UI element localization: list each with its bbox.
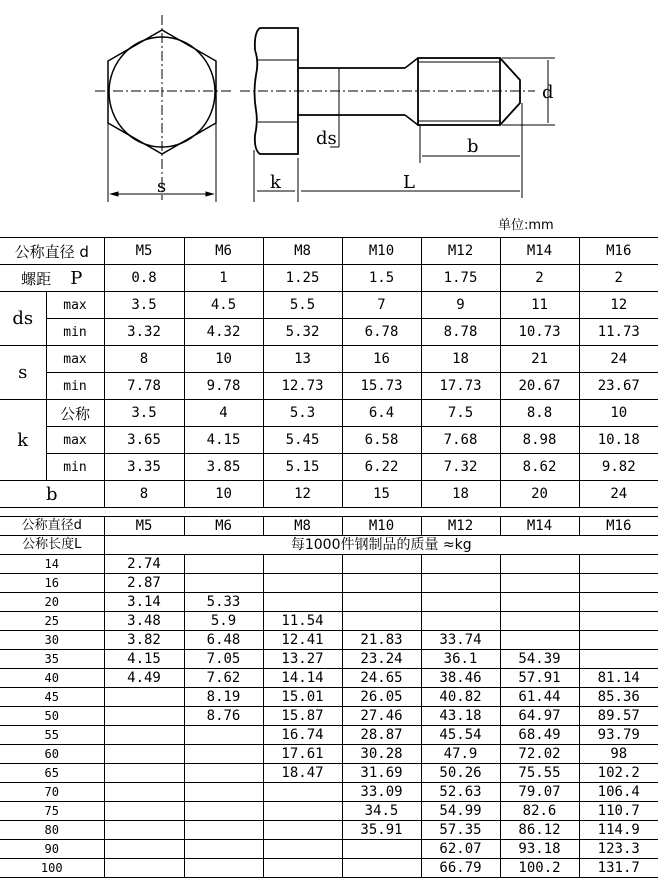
mass-value-cell: 3.14 [104,593,184,612]
mass-value-cell: 102.2 [579,764,658,783]
s-max-row [0,346,658,373]
value-cell: 21 [500,346,579,373]
mass-value-cell: 79.07 [500,783,579,802]
value-cell: 4 [184,400,263,427]
value-cell: 5.15 [263,454,342,481]
value-cell: 7 [342,292,421,319]
mass-value-cell: 64.97 [500,707,579,726]
mass-value-cell: 35.91 [342,821,421,840]
value-cell: 8 [104,346,184,373]
mass-value-cell [342,593,421,612]
mass-value-cell: 33.74 [421,631,500,650]
min-label: min [46,319,104,346]
pitch-label: 螺距 P [0,265,104,292]
mass-value-cell: 50.26 [421,764,500,783]
hex-head-end-view [95,15,232,202]
size-cell: M6 [184,517,263,536]
mass-value-cell [263,859,342,878]
mass-value-cell [421,574,500,593]
dim-label-s: s [157,176,167,197]
table-row [0,688,658,707]
mass-table [0,516,658,878]
length-cell: 50 [0,707,104,726]
max-label: max [46,427,104,454]
ds-min-row [0,319,658,346]
length-cell: 90 [0,840,104,859]
mass-value-cell: 75.55 [500,764,579,783]
unit-label: 单位:mm [498,218,554,233]
value-cell: 10.73 [500,319,579,346]
length-cell: 45 [0,688,104,707]
value-cell: 1 [184,265,263,292]
mass-value-cell [184,783,263,802]
mass-value-cell [421,612,500,631]
value-cell: 2 [500,265,579,292]
mass-value-cell [342,574,421,593]
mass-value-cell [579,612,658,631]
table-row [0,650,658,669]
value-cell: 24 [579,346,658,373]
value-cell: 2 [579,265,658,292]
length-cell: 100 [0,859,104,878]
value-cell: 24 [579,481,658,508]
s-label: s [0,346,46,400]
table-row [0,859,658,878]
value-cell: 3.65 [104,427,184,454]
mass-value-cell: 21.83 [342,631,421,650]
mass-value-cell: 82.6 [500,802,579,821]
value-cell: 15.73 [342,373,421,400]
value-cell: 3.5 [104,400,184,427]
mass-value-cell: 5.9 [184,612,263,631]
value-cell: 3.32 [104,319,184,346]
size-cell: M6 [184,238,263,265]
mass-value-cell: 61.44 [500,688,579,707]
mass-value-cell: 31.69 [342,764,421,783]
mass-value-cell: 15.87 [263,707,342,726]
value-cell: 3.85 [184,454,263,481]
mass-value-cell: 54.39 [500,650,579,669]
mass-value-cell: 26.05 [342,688,421,707]
spec-table [0,237,658,508]
bolt-side-view [240,28,555,202]
mass-caption-row [0,536,658,555]
length-cell: 75 [0,802,104,821]
mass-value-cell [500,631,579,650]
size-header-label: 公称直径 d [0,238,104,265]
mass-value-cell: 54.99 [421,802,500,821]
mass-value-cell: 66.79 [421,859,500,878]
mass-value-cell: 11.54 [263,612,342,631]
mass-value-cell: 38.46 [421,669,500,688]
mass-value-cell [579,631,658,650]
value-cell: 9 [421,292,500,319]
value-cell: 8 [104,481,184,508]
value-cell: 10.18 [579,427,658,454]
mass-value-cell [104,802,184,821]
mass-value-cell: 27.46 [342,707,421,726]
table-row [0,707,658,726]
size-cell: M8 [263,517,342,536]
mass-value-cell: 28.87 [342,726,421,745]
table-row [0,764,658,783]
size-cell: M14 [500,238,579,265]
mass-value-cell: 33.09 [342,783,421,802]
mass-value-cell: 36.1 [421,650,500,669]
length-cell: 35 [0,650,104,669]
value-cell: 16 [342,346,421,373]
mass-value-cell: 12.41 [263,631,342,650]
value-cell: 1.5 [342,265,421,292]
mass-value-cell [263,783,342,802]
mass-value-cell [263,802,342,821]
ds-max-row [0,292,658,319]
value-cell: 13 [263,346,342,373]
mass-value-cell: 7.62 [184,669,263,688]
value-cell: 3.35 [104,454,184,481]
mass-value-cell: 123.3 [579,840,658,859]
max-label: max [46,292,104,319]
mass-value-cell [104,726,184,745]
mass-value-cell [184,821,263,840]
value-cell: 12 [579,292,658,319]
size-cell: M10 [342,238,421,265]
mass-value-cell: 13.27 [263,650,342,669]
mass-value-cell: 106.4 [579,783,658,802]
mass-value-cell [579,555,658,574]
mass-value-cell: 57.91 [500,669,579,688]
mass-value-cell: 68.49 [500,726,579,745]
mass-value-cell [500,612,579,631]
mass-size-header-label: 公称直径d [0,517,104,536]
mass-value-cell: 93.18 [500,840,579,859]
mass-value-cell [104,859,184,878]
min-label: min [46,454,104,481]
size-cell: M5 [104,238,184,265]
value-cell: 20.67 [500,373,579,400]
mass-value-cell: 98 [579,745,658,764]
value-cell: 1.75 [421,265,500,292]
mass-value-cell: 24.65 [342,669,421,688]
value-cell: 7.32 [421,454,500,481]
length-cell: 16 [0,574,104,593]
table-row [0,745,658,764]
mass-value-cell: 16.74 [263,726,342,745]
length-cell: 20 [0,593,104,612]
value-cell: 5.32 [263,319,342,346]
value-cell: 3.5 [104,292,184,319]
value-cell: 6.4 [342,400,421,427]
value-cell: 23.67 [579,373,658,400]
mass-value-cell [184,726,263,745]
k-label: k [0,400,46,481]
mass-value-cell: 85.36 [579,688,658,707]
mass-value-cell [184,574,263,593]
s-min-row [0,373,658,400]
dim-label-L: L [403,172,415,193]
table-row [0,802,658,821]
value-cell: 10 [184,481,263,508]
value-cell: 8.8 [500,400,579,427]
mass-value-cell [500,574,579,593]
mass-value-cell [104,764,184,783]
mass-value-cell [104,745,184,764]
mass-value-cell: 2.87 [104,574,184,593]
mass-value-cell: 81.14 [579,669,658,688]
size-cell: M14 [500,517,579,536]
mass-caption: 每1000件钢制品的质量 ≈kg [104,536,658,555]
value-cell: 8.62 [500,454,579,481]
mass-value-cell [184,802,263,821]
mass-value-cell: 52.63 [421,783,500,802]
table-row [0,631,658,650]
value-cell: 10 [184,346,263,373]
value-cell: 12.73 [263,373,342,400]
mass-value-cell: 8.76 [184,707,263,726]
table-row [0,783,658,802]
value-cell: 9.78 [184,373,263,400]
mass-value-cell: 6.48 [184,631,263,650]
pitch-row [0,265,658,292]
mass-value-cell: 2.74 [104,555,184,574]
mass-value-cell: 89.57 [579,707,658,726]
mass-value-cell: 62.07 [421,840,500,859]
mass-value-cell [342,612,421,631]
mass-value-cell: 114.9 [579,821,658,840]
mass-value-cell [104,688,184,707]
table-row [0,840,658,859]
size-cell: M16 [579,238,658,265]
mass-value-cell: 93.79 [579,726,658,745]
value-cell: 9.82 [579,454,658,481]
mass-value-cell [184,859,263,878]
value-cell: 8.78 [421,319,500,346]
mass-value-cell: 23.24 [342,650,421,669]
value-cell: 0.8 [104,265,184,292]
dim-label-ds: ds [316,128,337,149]
mass-value-cell: 17.61 [263,745,342,764]
mass-value-cell: 110.7 [579,802,658,821]
mass-value-cell [263,821,342,840]
mass-value-cell [104,821,184,840]
table-row [0,555,658,574]
value-cell: 4.5 [184,292,263,319]
mass-value-cell [104,707,184,726]
mass-value-cell: 43.18 [421,707,500,726]
mass-value-cell [342,840,421,859]
mass-value-cell: 3.48 [104,612,184,631]
value-cell: 5.3 [263,400,342,427]
mass-value-cell [104,783,184,802]
value-cell: 5.45 [263,427,342,454]
mass-value-cell [500,593,579,612]
dim-label-b: b [467,136,479,157]
length-cell: 55 [0,726,104,745]
length-cell: 14 [0,555,104,574]
value-cell: 11 [500,292,579,319]
mass-size-header-row [0,517,658,536]
dim-label-d: d [542,82,554,103]
length-cell: 30 [0,631,104,650]
size-cell: M16 [579,517,658,536]
mass-value-cell: 7.05 [184,650,263,669]
size-cell: M10 [342,517,421,536]
value-cell: 4.15 [184,427,263,454]
mass-value-cell: 100.2 [500,859,579,878]
value-cell: 8.98 [500,427,579,454]
mass-value-cell: 18.47 [263,764,342,783]
mass-value-cell: 4.15 [104,650,184,669]
table-row [0,669,658,688]
b-row [0,481,658,508]
dim-label-k: k [270,172,281,193]
value-cell: 7.68 [421,427,500,454]
size-cell: M12 [421,517,500,536]
value-cell: 6.22 [342,454,421,481]
mass-value-cell: 5.33 [184,593,263,612]
mass-value-cell: 3.82 [104,631,184,650]
mass-value-cell: 57.35 [421,821,500,840]
mass-value-cell [184,555,263,574]
value-cell: 7.5 [421,400,500,427]
table-row [0,821,658,840]
size-header-row [0,238,658,265]
mass-value-cell [579,593,658,612]
mass-value-cell: 15.01 [263,688,342,707]
mass-value-cell: 40.82 [421,688,500,707]
length-cell: 65 [0,764,104,783]
k-max-row [0,427,658,454]
mass-value-cell [263,840,342,859]
nominal-label: 公称 [46,400,104,427]
mass-value-cell: 45.54 [421,726,500,745]
mass-value-cell [184,745,263,764]
mass-value-cell [579,574,658,593]
mass-value-cell: 47.9 [421,745,500,764]
mass-value-cell: 14.14 [263,669,342,688]
mass-value-cell [184,840,263,859]
mass-value-cell: 86.12 [500,821,579,840]
mass-value-cell [263,593,342,612]
k-min-row [0,454,658,481]
mass-value-cell: 4.49 [104,669,184,688]
ds-label: ds [0,292,46,346]
size-cell: M5 [104,517,184,536]
length-cell: 60 [0,745,104,764]
table-row [0,612,658,631]
max-label: max [46,346,104,373]
mass-value-cell [500,555,579,574]
value-cell: 5.5 [263,292,342,319]
mass-value-cell [184,764,263,783]
length-cell: 80 [0,821,104,840]
mass-value-cell [342,555,421,574]
table-row [0,593,658,612]
value-cell: 12 [263,481,342,508]
mass-value-cell [263,574,342,593]
b-label: b [0,481,104,508]
value-cell: 17.73 [421,373,500,400]
value-cell: 15 [342,481,421,508]
k-nominal-row [0,400,658,427]
value-cell: 4.32 [184,319,263,346]
bolt-drawing [0,0,658,210]
length-cell: 40 [0,669,104,688]
mass-rows [0,555,658,878]
value-cell: 18 [421,346,500,373]
table-row [0,726,658,745]
mass-value-cell [421,593,500,612]
table-row [0,574,658,593]
mass-value-cell: 72.02 [500,745,579,764]
mass-value-cell: 30.28 [342,745,421,764]
size-cell: M8 [263,238,342,265]
value-cell: 6.78 [342,319,421,346]
mass-value-cell [579,650,658,669]
length-cell: 25 [0,612,104,631]
value-cell: 1.25 [263,265,342,292]
mass-value-cell [263,555,342,574]
value-cell: 20 [500,481,579,508]
mass-value-cell [342,859,421,878]
length-header-label: 公称长度L [0,536,104,555]
mass-value-cell [421,555,500,574]
value-cell: 10 [579,400,658,427]
value-cell: 6.58 [342,427,421,454]
mass-value-cell: 131.7 [579,859,658,878]
mass-value-cell: 34.5 [342,802,421,821]
length-cell: 70 [0,783,104,802]
value-cell: 7.78 [104,373,184,400]
value-cell: 18 [421,481,500,508]
mass-value-cell: 8.19 [184,688,263,707]
min-label: min [46,373,104,400]
mass-value-cell [104,840,184,859]
value-cell: 11.73 [579,319,658,346]
size-cell: M12 [421,238,500,265]
